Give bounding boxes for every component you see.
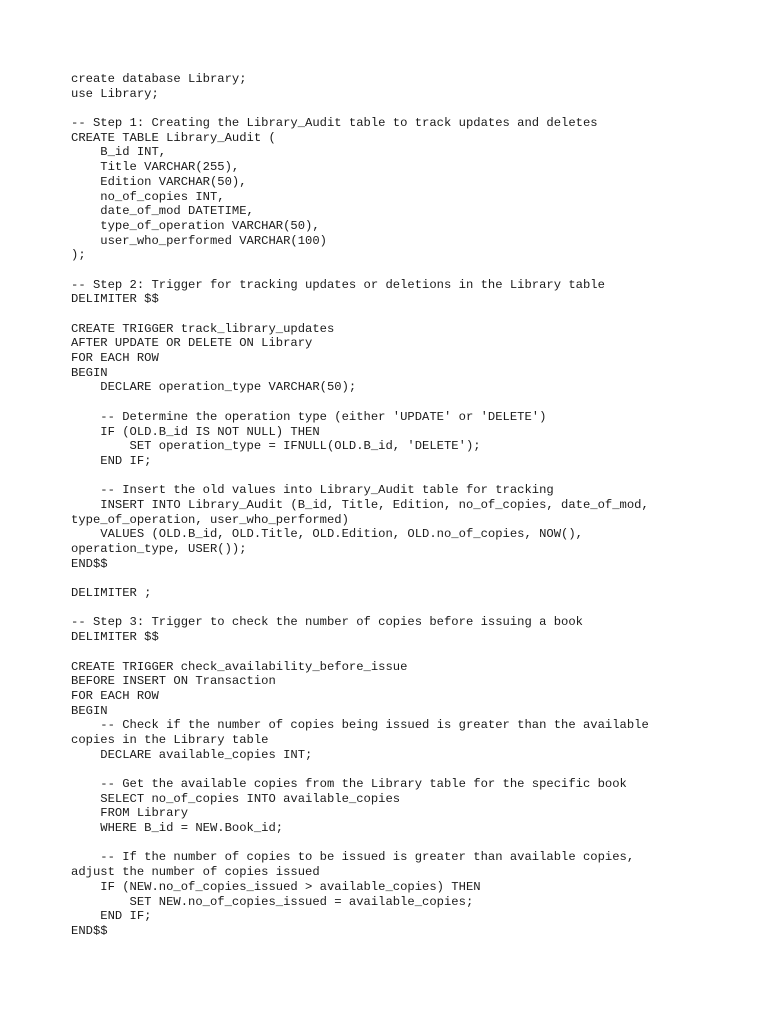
code-line: DECLARE available_copies INT;: [71, 747, 313, 762]
code-line: FROM Library: [71, 806, 189, 821]
code-line: WHERE B_id = NEW.Book_id;: [71, 821, 284, 836]
code-line: -- Determine the operation type (either 'UPDATE' or 'DELETE'): [71, 409, 547, 424]
blank-line: [71, 469, 741, 484]
code-line: CREATE TABLE Library_Audit (: [71, 130, 276, 145]
blank-line: [71, 836, 741, 851]
code-line: type_of_operation VARCHAR(50),: [71, 218, 320, 233]
code-line: CREATE TRIGGER track_library_updates: [71, 321, 335, 336]
code-line: END$$: [71, 556, 108, 571]
blank-line: [71, 645, 741, 660]
code-line: -- Get the available copies from the Library table for the specific book: [71, 777, 627, 791]
code-line: FOR EACH ROW: [71, 688, 159, 703]
code-line: date_of_mod DATETIME,: [71, 204, 254, 219]
code-line: Edition VARCHAR(50),: [71, 174, 247, 189]
blank-line: [71, 101, 741, 116]
code-line: IF (NEW.no_of_copies_issued > available_copies) THEN: [71, 879, 481, 894]
code-line: adjust the number of copies issued: [71, 865, 320, 880]
code-line: create database Library;: [71, 72, 247, 86]
code-line: -- Step 2: Trigger for tracking updates or deletions in the Library table: [71, 277, 605, 292]
blank-line: [71, 601, 741, 616]
code-line: -- Step 1: Creating the Library_Audit table to track updates and deletes: [71, 116, 598, 131]
code-line: FOR EACH ROW: [71, 351, 159, 366]
code-line: DECLARE operation_type VARCHAR(50);: [71, 380, 357, 395]
code-line: use Library;: [71, 86, 159, 101]
code-line: SET NEW.no_of_copies_issued = available_copies;: [71, 894, 474, 909]
code-line: -- Step 3: Trigger to check the number of copies before issuing a book: [71, 615, 583, 630]
code-line: );: [71, 248, 86, 263]
code-line: user_who_performed VARCHAR(100): [71, 233, 327, 248]
code-line: operation_type, USER());: [71, 542, 247, 556]
code-line: no_of_copies INT,: [71, 189, 225, 204]
code-line: DELIMITER ;: [71, 586, 152, 601]
blank-line: [71, 263, 741, 278]
code-line: -- Check if the number of copies being issued is greater than the available: [71, 718, 649, 733]
blank-line: [71, 307, 741, 322]
code-line: type_of_operation, user_who_performed): [71, 512, 349, 527]
code-line: END IF;: [71, 453, 152, 468]
code-line: VALUES (OLD.B_id, OLD.Title, OLD.Edition, OLD.no_of_copies, NOW(),: [71, 527, 583, 542]
code-line: INSERT INTO Library_Audit (B_id, Title, Edition, no_of_copies, date_of_mod,: [71, 497, 649, 512]
code-line: BEFORE INSERT ON Transaction: [71, 674, 276, 689]
blank-line: [71, 762, 741, 777]
code-line: -- Insert the old values into Library_Audit table for tracking: [71, 483, 554, 498]
code-line: CREATE TRIGGER check_availability_before_issue: [71, 659, 408, 674]
code-line: SELECT no_of_copies INTO available_copies: [71, 791, 401, 806]
code-line: B_id INT,: [71, 145, 167, 160]
blank-line: [71, 395, 741, 410]
code-line: BEGIN: [71, 365, 108, 380]
code-line: END IF;: [71, 909, 152, 924]
code-line: BEGIN: [71, 703, 108, 718]
code-line: -- If the number of copies to be issued is greater than available copies,: [71, 850, 635, 865]
code-line: copies in the Library table: [71, 732, 269, 747]
blank-line: [71, 571, 741, 586]
code-line: DELIMITER $$: [71, 292, 159, 307]
code-line: DELIMITER $$: [71, 630, 159, 645]
code-line: SET operation_type = IFNULL(OLD.B_id, 'DELETE');: [71, 439, 481, 454]
code-line: END$$: [71, 923, 108, 938]
sql-code-block: [71, 72, 741, 939]
code-line: AFTER UPDATE OR DELETE ON Library: [71, 336, 313, 351]
code-line: IF (OLD.B_id IS NOT NULL) THEN: [71, 424, 320, 439]
code-line: Title VARCHAR(255),: [71, 160, 240, 175]
